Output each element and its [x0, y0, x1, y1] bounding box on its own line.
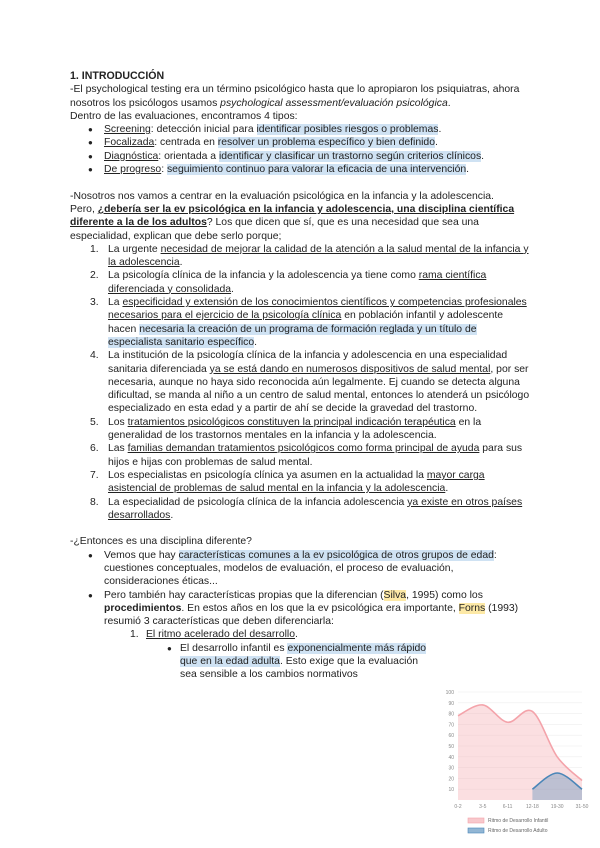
list-item: ● De progreso: seguimiento continuo para valorar la eficacia de una intervención.: [70, 163, 530, 176]
list-item: 3. La especificidad y extensión de los conocimientos científicos y competencias profesionales necesarios para el ejercicio de la psicología clínica en población infantil y adolescente hacen necesaria la creación de un programa de formación reglada y un título de especialista sanitario específico.: [90, 297, 527, 348]
evaluation-types-list: [70, 123, 530, 176]
y-tick-label: 100: [445, 690, 454, 696]
x-tick-label: 19-30: [550, 804, 564, 810]
y-tick-label: 90: [448, 700, 454, 707]
legend-swatch: [468, 828, 484, 833]
types-intro: Dentro de las evaluaciones, encontramos 4 tipos:: [70, 110, 298, 122]
list-item: ● El desarrollo infantil es exponencialmente más rápido que en la edad adulta. Esto exige que la evaluación sea sensible a los cambios normativos: [70, 642, 435, 682]
list-item: ● Vemos que hay características comunes a la ev psicológica de otros grupos de edad: cuestiones conceptuales, modelos de evaluación, el proceso de evaluación, consideraciones éticas...: [70, 549, 530, 589]
list-item: 1. La urgente necesidad de mejorar la calidad de la atención a la salud mental de la infancia y la adolescencia.: [90, 243, 529, 269]
list-item: ● Pero también hay características propias que la diferencian (Silva, 1995) como los procedimientos. En estos años en los que la ev psicológica era importante, Forns (1993) resumió 3 características que deben diferenciarla: 1. El ritmo acelerado del desarrollo.: [70, 589, 530, 642]
sub-item: 1. El ritmo acelerado del desarrollo.: [130, 629, 298, 641]
y-tick-label: 80: [448, 711, 454, 718]
list-item: 6. Las familias demandan tratamientos psicológicos como forma principal de ayuda para sus hijos e hijas con problemas de salud mental.: [90, 443, 523, 468]
y-tick-label: 50: [448, 744, 454, 750]
y-tick-label: 70: [448, 722, 454, 729]
y-tick-label: 10: [448, 787, 454, 794]
document-page: [70, 70, 530, 682]
different-question: -¿Entonces es una disciplina diferente?: [70, 536, 252, 548]
different-list: [70, 549, 530, 642]
x-tick-label: 12-18: [526, 804, 539, 810]
legend-label: Ritmo de Desarrollo Adulto: [488, 828, 548, 834]
sub-bullet-list: [70, 642, 530, 682]
list-item: 2. La psicología clínica de la infancia y la adolescencia ya tiene como rama científica diferenciada y consolidada.: [90, 270, 487, 295]
intro-paragraph: -El psychological testing era un término psicológico hasta que lo apropiaron los psiquiatras, ahora nosotros los psicólogos usamos psychological assessment/evaluación psicológica.: [70, 84, 520, 109]
development-chart: [440, 686, 590, 846]
list-item: ● Screening: detección inicial para identificar posibles riesgos o problemas.: [70, 123, 530, 136]
question-paragraph: Pero, ¿debería ser la ev psicológica en la infancia y adolescencia, una disciplina científica diferente a la de los adultos? Los que dicen que sí, que es una necesidad que sea una especialidad, explican que debe serlo porque;: [70, 203, 515, 242]
x-tick-label: 0-2: [454, 804, 462, 810]
y-tick-label: 40: [448, 754, 454, 761]
list-item: 8. La especialidad de psicología clínica de la infancia adolescencia ya existe en otros países desarrollados.: [90, 496, 523, 521]
list-item: ● Diagnóstica: orientada a identificar y clasificar un trastorno según criterios clínicos.: [70, 150, 530, 163]
center-paragraph: -Nosotros nos vamos a centrar en la evaluación psicológica en la infancia y la adolescencia.: [70, 190, 494, 202]
x-tick-label: 6-11: [502, 804, 513, 810]
list-item: 4. La institución de la psicología clínica de la infancia y adolescencia en una especialidad sanitaria diferenciada ya se está dando en numerosos dispositivos de salud mental, por ser necesaria, aunque no haya sido reconocida aún legalmente. Ej cuando se detecta alguna dificultad, se manda al niño a un centro de salud mental, entonces lo atenderá un psicólogo especializado en esta edad y a partir de ahí se decide la gravedad del trastorno.: [90, 350, 530, 415]
legend-swatch: [468, 818, 484, 823]
y-tick-label: 30: [448, 765, 454, 772]
y-tick-label: 60: [448, 733, 454, 740]
y-tick-label: 20: [448, 776, 454, 783]
list-item: 7. Los especialistas en psicología clínica ya asumen en la actualidad la mayor carga asistencial de problemas de salud mental en la infancia y la adolescencia.: [90, 469, 485, 495]
list-item: ● Focalizada: centrada en resolver un problema específico y bien definido.: [70, 136, 530, 149]
list-item: 5. Los tratamientos psicológicos constituyen la principal indicación terapéutica en la generalidad de los trastornos mentales en la infancia y la adolescencia.: [90, 416, 482, 442]
reasons-list: [70, 243, 530, 522]
x-tick-label: 31-50: [575, 804, 589, 810]
legend-label: Ritmo de Desarrollo Infantil: [488, 818, 549, 824]
section-title: 1. INTRODUCCIÓN: [70, 70, 165, 82]
x-tick-label: 3-5: [479, 804, 487, 810]
